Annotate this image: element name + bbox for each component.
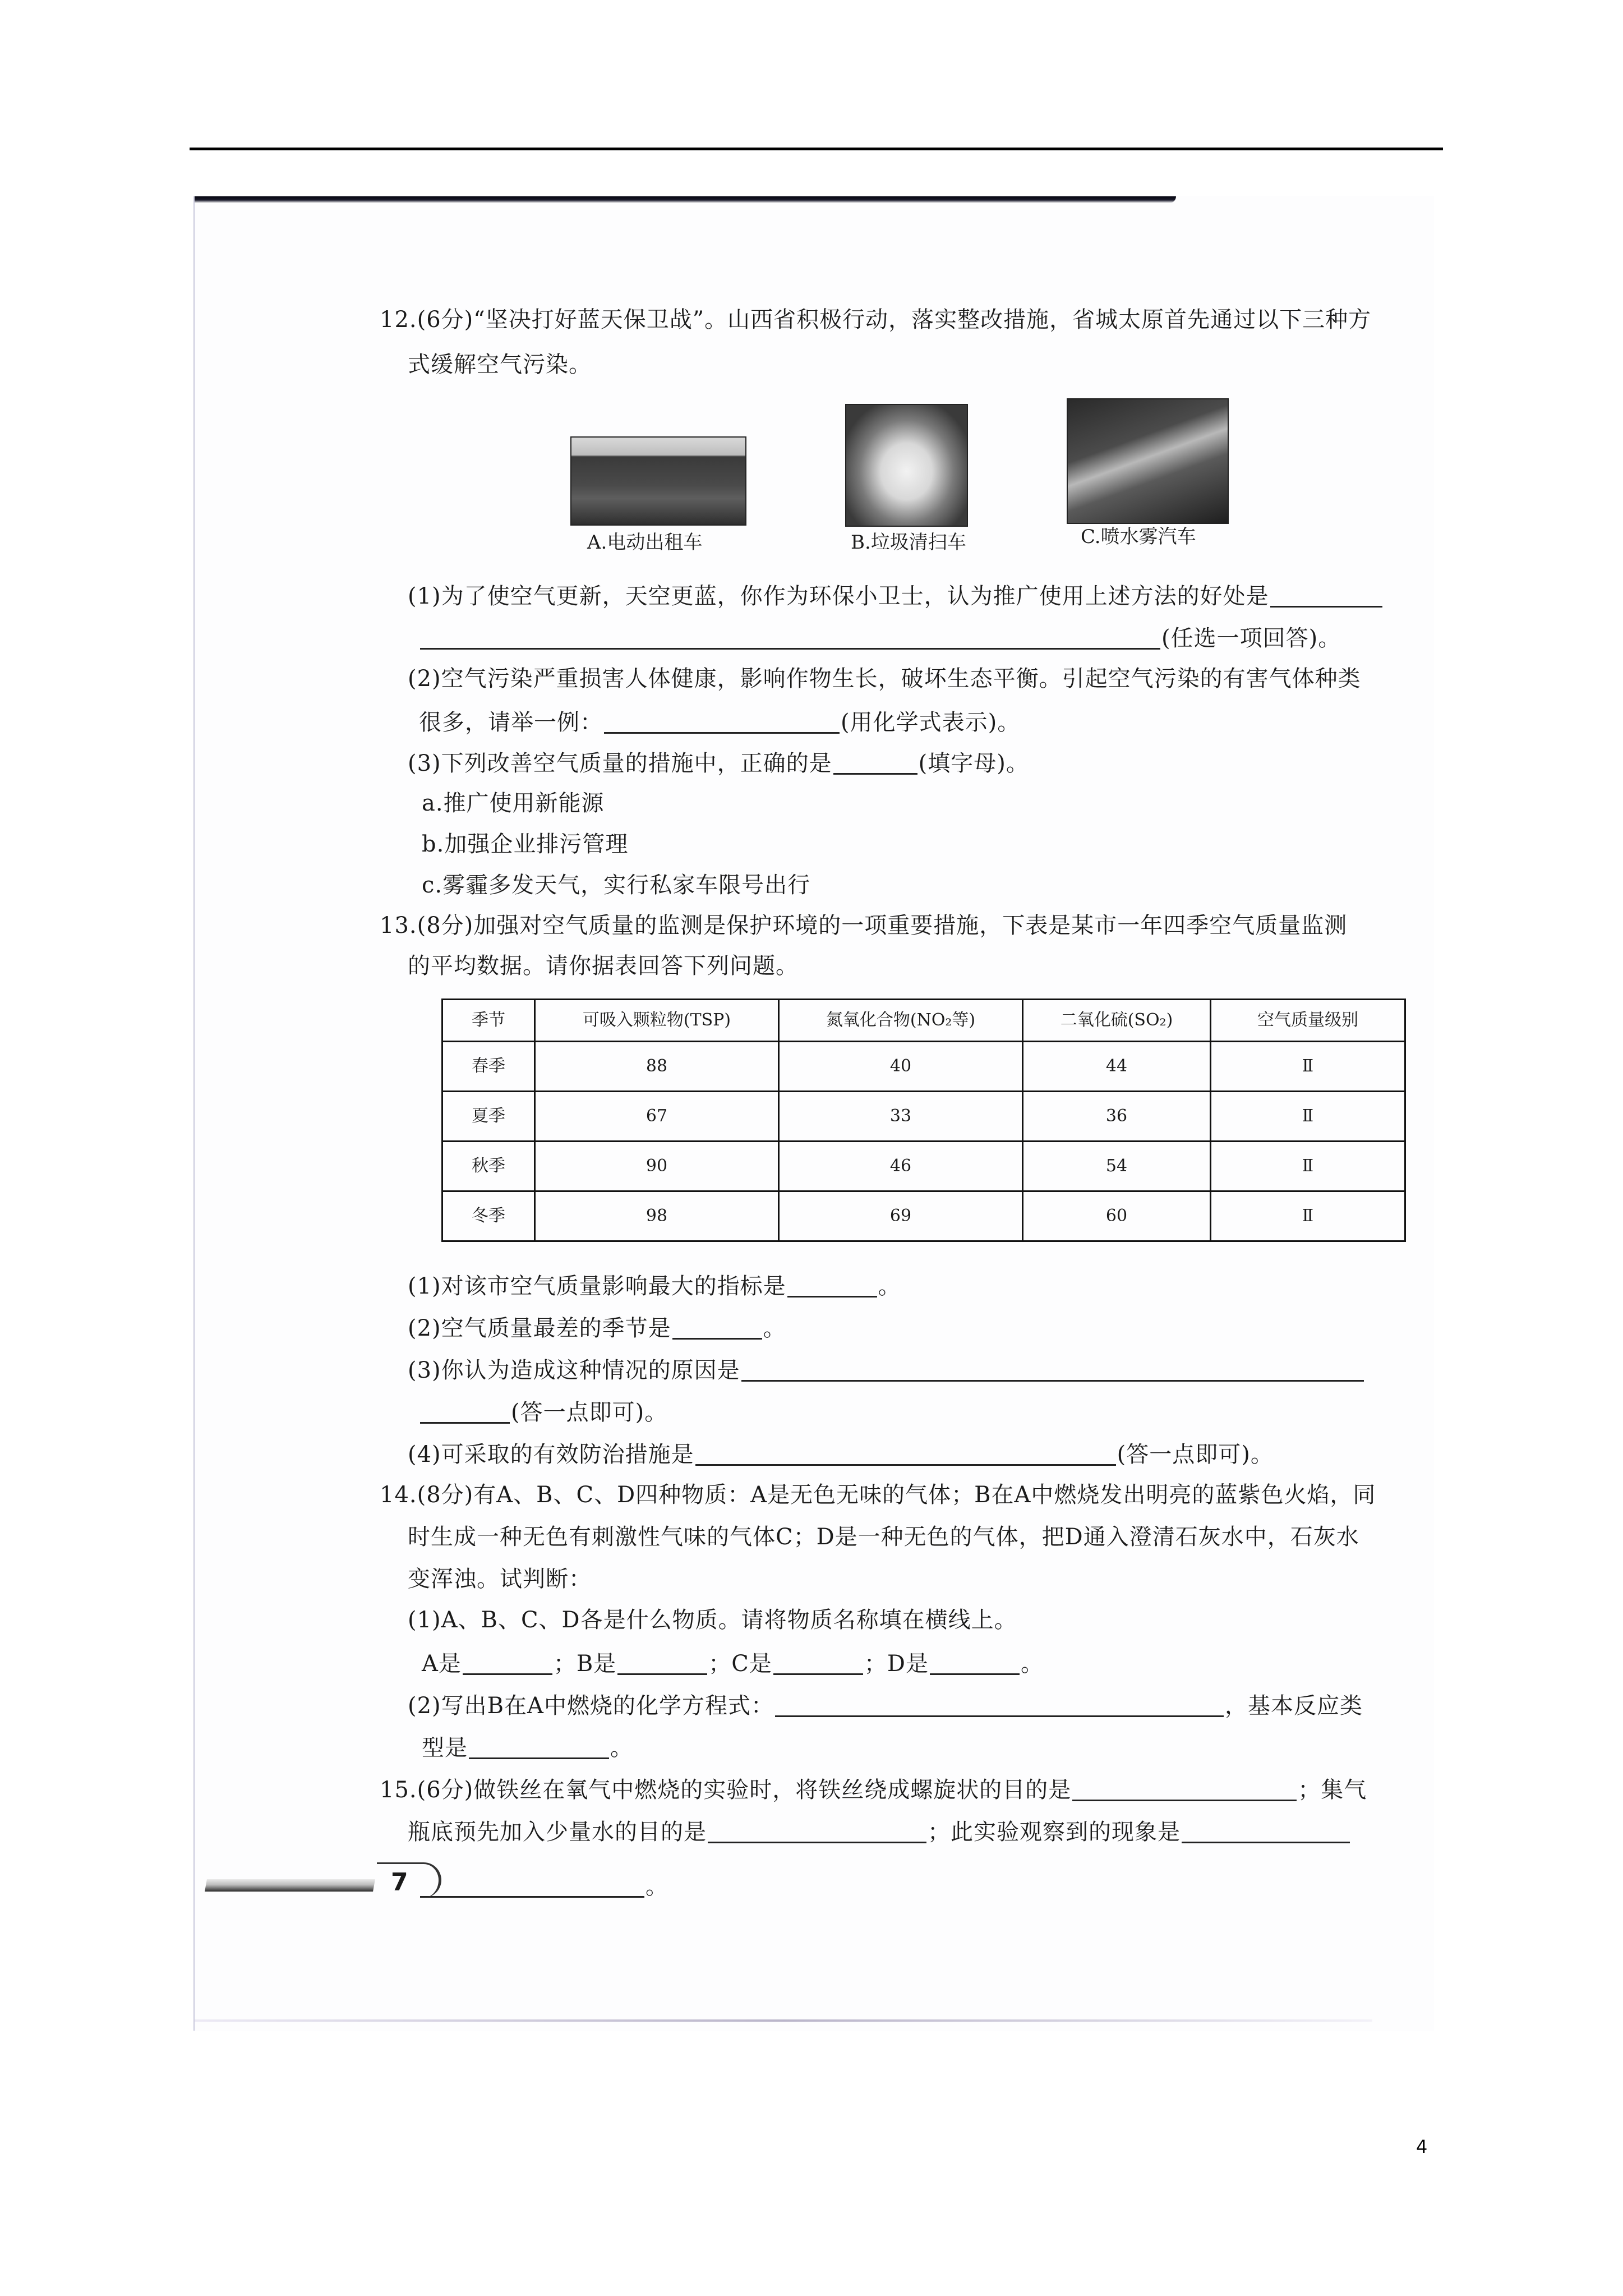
cell-tsp: 67 — [535, 1092, 779, 1142]
scan-page-number: 7 — [391, 1868, 408, 1897]
q12-sub1-suffix: (任选一项回答)。 — [1161, 625, 1341, 651]
scan-shadow-edge — [195, 196, 1176, 203]
q12-sub2-line2 — [419, 710, 1020, 734]
cell-so2: 44 — [1023, 1042, 1211, 1092]
q12-sub3-line — [408, 751, 1029, 775]
header-rule — [190, 148, 1443, 150]
q14-equation-blank[interactable] — [775, 1693, 1224, 1717]
cell-so2: 36 — [1023, 1092, 1211, 1142]
fill-label-c: ；C是 — [708, 1651, 772, 1677]
answer-blank-d[interactable] — [930, 1651, 1020, 1675]
q12-stem-line1: 12.(6分)“坚决打好蓝天保卫战”。山西省积极行动，落实整改措施，省城太原首先通过以下三种方 — [380, 307, 1372, 333]
cell-grade: Ⅱ — [1211, 1042, 1405, 1092]
q15-spiral-purpose-blank[interactable] — [1072, 1777, 1297, 1801]
fill-label-b: ；B是 — [553, 1651, 617, 1677]
cell-season: 秋季 — [442, 1142, 535, 1191]
cell-tsp: 98 — [535, 1191, 779, 1241]
q13-sub3-prefix: (3)你认为造成这种情况的原因是 — [408, 1358, 740, 1383]
scanned-page — [193, 196, 1434, 2031]
q12-sub3-suffix: (填字母)。 — [918, 751, 1029, 776]
q12-sub3-answer-blank[interactable] — [833, 751, 917, 775]
q14-sub2-line — [408, 1693, 1363, 1717]
q13-sub3-line — [408, 1358, 1365, 1382]
q12-sub1-line2 — [419, 625, 1341, 650]
table-row — [442, 1092, 1405, 1142]
table-row — [442, 1042, 1405, 1092]
q13-sub3-suffix: (答一点即可)。 — [511, 1400, 668, 1425]
q14-stem-line1: 14.(8分)有A、B、C、D四种物质：A是无色无味的气体；B在A中燃烧发出明亮的蓝紫色火焰，同 — [380, 1482, 1376, 1508]
air-quality-table — [441, 999, 1406, 1242]
q15-line1-suffix: ；集气 — [1298, 1777, 1367, 1803]
q13-sub1-answer-blank[interactable] — [787, 1273, 877, 1297]
q14-sub2-line2-suffix: 。 — [610, 1735, 633, 1761]
cell-grade: Ⅱ — [1211, 1191, 1405, 1241]
street-sweeper-photo — [845, 404, 968, 527]
answer-blank-a[interactable] — [463, 1651, 552, 1675]
q13-sub2-suffix: 。 — [763, 1315, 786, 1341]
q13-sub3-line2 — [419, 1400, 667, 1424]
header-season: 季节 — [442, 1000, 535, 1042]
q13-stem-line2: 的平均数据。请你据表回答下列问题。 — [408, 953, 799, 979]
header-so2: 二氧化硫(SO₂) — [1023, 1000, 1211, 1042]
q14-fill-line — [422, 1651, 1044, 1675]
cell-season: 冬季 — [442, 1191, 535, 1241]
cell-no2: 40 — [779, 1042, 1023, 1092]
cell-so2: 60 — [1023, 1191, 1211, 1241]
cell-grade: Ⅱ — [1211, 1092, 1405, 1142]
water-mist-truck-photo — [1067, 398, 1229, 524]
footer-decoration-bar — [205, 1879, 375, 1892]
q15-line2-prefix: 瓶底预先加入少量水的目的是 — [408, 1819, 707, 1845]
answer-blank-c[interactable] — [773, 1651, 863, 1675]
cell-season: 夏季 — [442, 1092, 535, 1142]
cell-grade: Ⅱ — [1211, 1142, 1405, 1191]
electric-taxi-photo — [570, 436, 746, 526]
fill-label-a: A是 — [422, 1651, 462, 1677]
fill-end: 。 — [1020, 1651, 1044, 1677]
q14-sub2-prefix: (2)写出B在A中燃烧的化学方程式： — [408, 1693, 774, 1719]
cell-no2: 33 — [779, 1092, 1023, 1142]
q12-sub2-prefix: 很多，请举一例： — [419, 710, 603, 735]
q14-stem-line3: 变浑浊。试判断： — [408, 1566, 592, 1592]
q15-phenomenon-blank-2[interactable] — [420, 1874, 644, 1898]
q13-sub2-answer-blank[interactable] — [672, 1315, 762, 1340]
cell-so2: 54 — [1023, 1142, 1211, 1191]
q15-line1 — [380, 1777, 1367, 1801]
table-row — [442, 1142, 1405, 1191]
header-grade: 空气质量级别 — [1211, 1000, 1405, 1042]
q13-sub1-line — [408, 1273, 901, 1297]
q13-sub4-suffix: (答一点即可)。 — [1117, 1442, 1274, 1467]
q14-stem-line2: 时生成一种无色有刺激性气味的气体C；D是一种无色的气体，把D通入澄清石灰水中，石灰水 — [408, 1524, 1359, 1550]
cell-tsp: 90 — [535, 1142, 779, 1191]
table-header-row — [442, 1000, 1405, 1042]
header-no2: 氮氧化合物(NO₂等) — [779, 1000, 1023, 1042]
table-row — [442, 1191, 1405, 1241]
q12-sub1-answer-blank-2[interactable] — [420, 625, 1160, 650]
q13-sub3-answer-blank-2[interactable] — [420, 1400, 510, 1424]
q13-sub1-prefix: (1)对该市空气质量影响最大的指标是 — [408, 1273, 786, 1299]
cell-season: 春季 — [442, 1042, 535, 1092]
q12-stem-line2: 式缓解空气污染。 — [408, 352, 592, 378]
q13-sub2-line — [408, 1315, 786, 1340]
q15-line2-mid: ；此实验观察到的现象是 — [928, 1819, 1181, 1845]
photo-b-caption: B.垃圾清扫车 — [851, 531, 966, 554]
cell-no2: 69 — [779, 1191, 1023, 1241]
q14-sub2-line2 — [422, 1735, 633, 1759]
q12-option-b: b.加强企业排污管理 — [422, 831, 629, 857]
cell-tsp: 88 — [535, 1042, 779, 1092]
q12-sub1-answer-blank[interactable] — [1270, 583, 1382, 608]
q14-sub2-suffix: ，基本反应类 — [1224, 1693, 1363, 1719]
q13-sub4-prefix: (4)可采取的有效防治措施是 — [408, 1442, 694, 1467]
answer-blank-b[interactable] — [617, 1651, 707, 1675]
q12-sub2-suffix: (用化学式表示)。 — [841, 710, 1021, 735]
q15-line3-suffix: 。 — [645, 1874, 668, 1899]
q15-line1-prefix: 15.(6分)做铁丝在氧气中燃烧的实验时，将铁丝绕成螺旋状的目的是 — [380, 1777, 1072, 1803]
q12-sub2-line1: (2)空气污染严重损害人体健康，影响作物生长，破坏生态平衡。引起空气污染的有害气体种类 — [408, 666, 1361, 692]
photo-a-caption: A.电动出租车 — [587, 531, 703, 554]
q12-sub2-answer-blank[interactable] — [604, 710, 840, 734]
q12-option-c: c.雾霾多发天气，实行私家车限号出行 — [422, 872, 811, 898]
q15-water-purpose-blank[interactable] — [708, 1819, 926, 1843]
q13-stem-line1: 13.(8分)加强对空气质量的监测是保护环境的一项重要措施，下表是某市一年四季空气质量监测 — [380, 913, 1348, 938]
q14-sub2-line2-prefix: 型是 — [422, 1735, 468, 1761]
q12-option-a: a.推广使用新能源 — [422, 790, 605, 816]
q13-sub1-suffix: 。 — [878, 1273, 901, 1299]
q15-phenomenon-blank[interactable] — [1182, 1819, 1350, 1843]
header-tsp: 可吸入颗粒物(TSP) — [535, 1000, 779, 1042]
q12-sub1-line1 — [408, 583, 1384, 608]
page-number-bracket-icon — [377, 1862, 441, 1898]
q13-sub2-prefix: (2)空气质量最差的季节是 — [408, 1315, 671, 1341]
cell-no2: 46 — [779, 1142, 1023, 1191]
q14-reaction-type-blank[interactable] — [469, 1735, 609, 1759]
pdf-page-number: 4 — [1416, 2136, 1428, 2157]
q13-sub3-answer-blank[interactable] — [741, 1358, 1364, 1382]
q14-sub1: (1)A、B、C、D各是什么物质。请将物质名称填在横线上。 — [408, 1607, 1017, 1633]
q12-sub1-text: (1)为了使空气更新，天空更蓝，你作为环保小卫士，认为推广使用上述方法的好处是 — [408, 583, 1269, 609]
q13-sub4-line — [408, 1442, 1274, 1466]
fill-label-d: ；D是 — [864, 1651, 929, 1677]
q15-line2 — [408, 1819, 1351, 1843]
q12-sub3-prefix: (3)下列改善空气质量的措施中，正确的是 — [408, 751, 832, 776]
photo-c-caption: C.喷水雾汽车 — [1081, 526, 1196, 548]
scan-bottom-edge — [195, 2019, 1372, 2022]
q15-line3 — [419, 1874, 668, 1898]
q13-sub4-answer-blank[interactable] — [695, 1442, 1116, 1466]
